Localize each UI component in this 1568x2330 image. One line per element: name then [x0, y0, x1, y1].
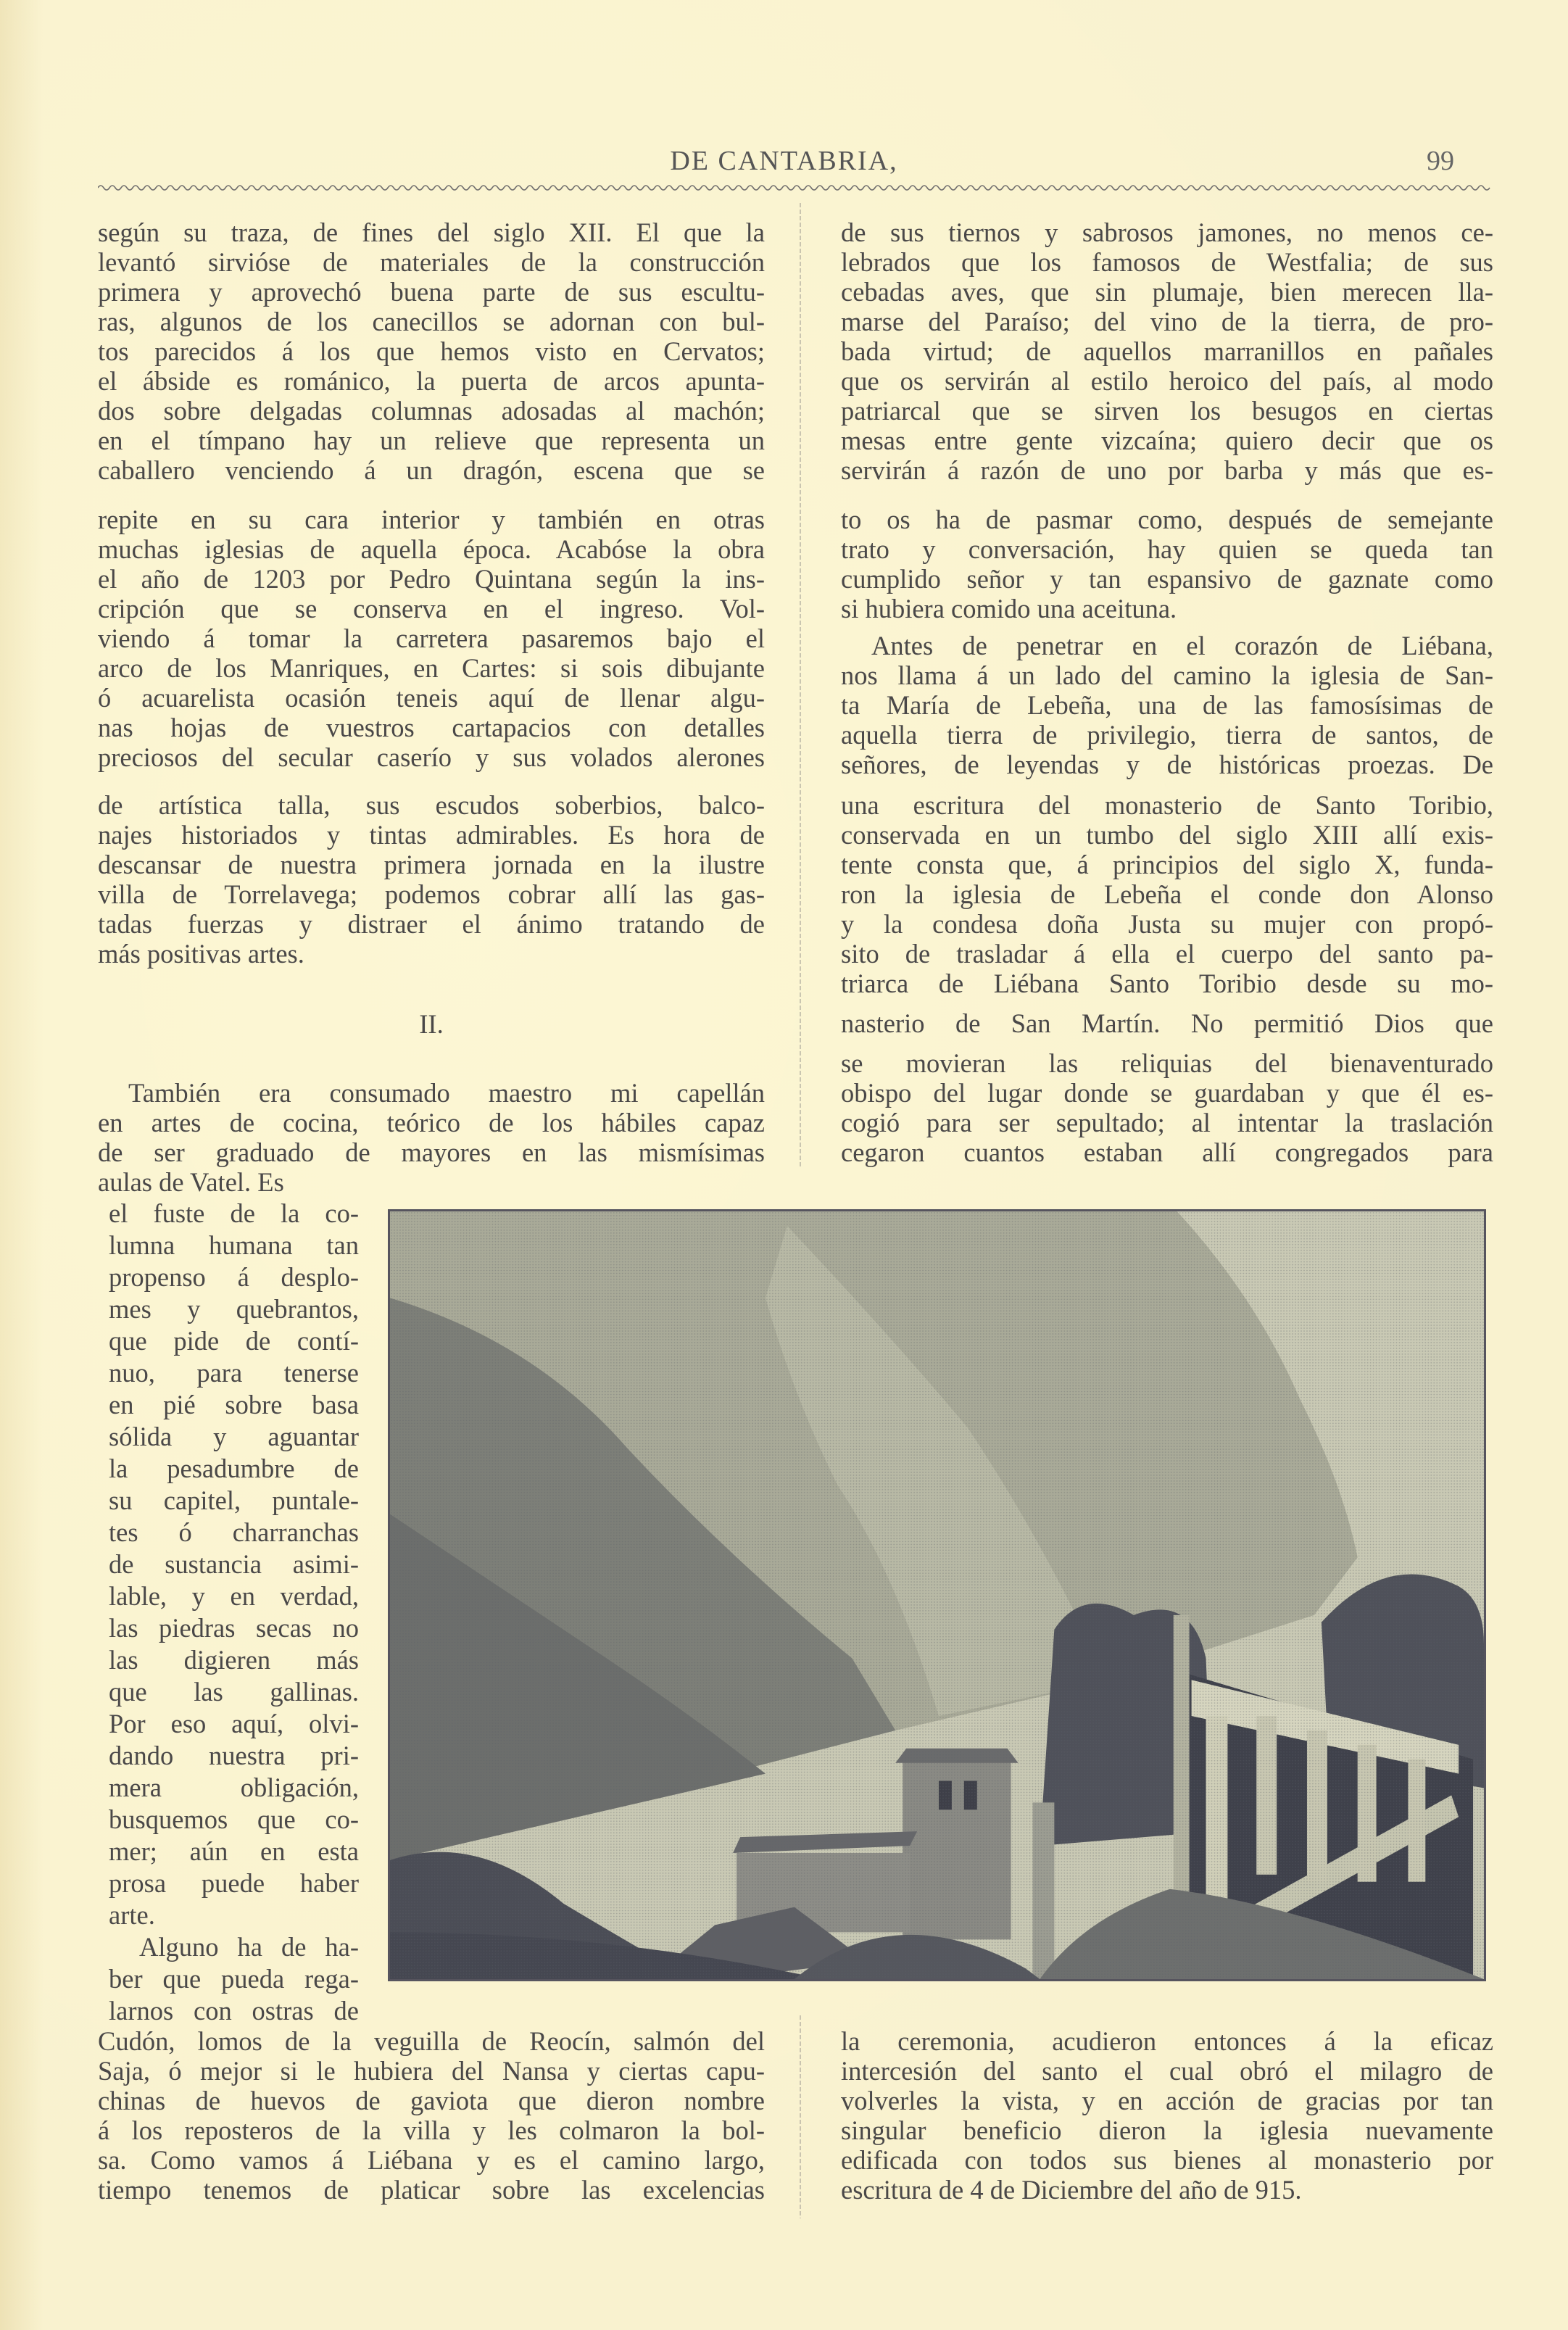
text-line: Saja, ó mejor si le hubiera del Nansa y ciertas capu-	[98, 2056, 765, 2086]
text-line: primera y aprovechó buena parte de sus escultu-	[98, 277, 765, 307]
text-line: de artística talla, sus escudos soberbios, balco-	[98, 790, 765, 820]
text-line: el ábside es románico, la puerta de arcos apunta-	[98, 366, 765, 396]
section-heading: II.	[419, 1009, 444, 1039]
text-line: ber que pueda rega-	[109, 1964, 359, 1994]
text-line: dando nuestra pri-	[109, 1741, 359, 1770]
text-line: mer; aún en esta	[109, 1836, 359, 1866]
text-line: cogió para ser sepultado; al intentar la traslación	[841, 1108, 1493, 1137]
text-line: señores, de leyendas y de históricas proezas. De	[841, 750, 1493, 779]
text-line: cebadas aves, que sin plumaje, bien merecen lla-	[841, 277, 1493, 307]
text-line: También era consumado maestro mi capellán	[128, 1078, 765, 1108]
text-line: que pide de contí-	[109, 1326, 359, 1356]
text-line: larnos con ostras de	[109, 1996, 359, 2026]
text-line: aulas de Vatel. Es	[98, 1167, 284, 1197]
text-line: tiempo tenemos de platicar sobre las excelencias	[98, 2175, 765, 2205]
text-line: sito de trasladar á ella el cuerpo del santo pa-	[841, 939, 1493, 969]
text-line: descansar de nuestra primera jornada en la ilustre	[98, 850, 765, 879]
text-line: marse del Paraíso; del vino de la tierra, de pro-	[841, 307, 1493, 336]
text-line: volverles la vista, y en acción de gracias por tan	[841, 2086, 1493, 2115]
text-line: caballero venciendo á un dragón, escena que se	[98, 455, 765, 485]
text-line: levantó sirvióse de materiales de la construcción	[98, 247, 765, 277]
text-line: según su traza, de fines del siglo XII. El que la	[98, 217, 765, 247]
text-line: busquemos que co-	[109, 1804, 359, 1834]
text-line: singular beneficio dieron la iglesia nuevamente	[841, 2115, 1493, 2145]
text-line: arco de los Manriques, en Cartes: si sois dibujante	[98, 653, 765, 683]
text-line: ta María de Lebeña, una de las famosísimas de	[841, 690, 1493, 720]
text-line: sólida y aguantar	[109, 1422, 359, 1451]
text-line: edificada con todos sus bienes al monasterio por	[841, 2145, 1493, 2175]
text-line: las piedras secas no	[109, 1613, 359, 1643]
page-number: 99	[1427, 146, 1454, 176]
landscape-illustration	[390, 1211, 1484, 1979]
text-line: lable, y en verdad,	[109, 1581, 359, 1611]
text-line: najes historiados y tintas admirables. Es hora de	[98, 820, 765, 850]
text-line: Antes de penetrar en el corazón de Liébana,	[871, 631, 1493, 660]
text-line: mesas entre gente vizcaína; quiero decir que os	[841, 426, 1493, 455]
text-line: tes ó charranchas	[109, 1517, 359, 1547]
text-line: intercesión del santo el cual obró el milagro de	[841, 2056, 1493, 2086]
text-line: preciosos del secular caserío y sus volados alerones	[98, 742, 765, 772]
text-line: Por eso aquí, olvi-	[109, 1709, 359, 1738]
text-line: arte.	[109, 1900, 155, 1930]
text-line: villa de Torrelavega; podemos cobrar allí las gas-	[98, 879, 765, 909]
text-line: muchas iglesias de aquella época. Acabóse la obra	[98, 534, 765, 564]
text-line: de ser graduado de mayores en las mismísimas	[98, 1137, 765, 1167]
text-line: nuo, para tenerse	[109, 1358, 359, 1388]
text-line: lumna humana tan	[109, 1230, 359, 1260]
text-line: la ceremonia, acudieron entonces á la eficaz	[841, 2026, 1493, 2056]
text-line: patriarcal que se sirven los besugos en ciertas	[841, 396, 1493, 426]
text-line: nas hojas de vuestros cartapacios con detalles	[98, 713, 765, 742]
text-line: Cudón, lomos de la veguilla de Reocín, salmón del	[98, 2026, 765, 2056]
text-line: conservada en un tumbo del siglo XIII allí exis-	[841, 820, 1493, 850]
text-line: Alguno ha de ha-	[139, 1932, 359, 1962]
text-line: de sus tiernos y sabrosos jamones, no menos ce-	[841, 217, 1493, 247]
text-line: si hubiera comido una aceituna.	[841, 594, 1177, 623]
text-line: ron la iglesia de Lebeña el conde don Alonso	[841, 879, 1493, 909]
text-line: el año de 1203 por Pedro Quintana según la ins-	[98, 564, 765, 594]
text-line: que las gallinas.	[109, 1677, 359, 1707]
text-line: viendo á tomar la carretera pasaremos bajo el	[98, 623, 765, 653]
text-line: en el tímpano hay un relieve que representa un	[98, 426, 765, 455]
text-line: su capitel, puntale-	[109, 1485, 359, 1515]
text-line: en pié sobre basa	[109, 1390, 359, 1419]
text-line: tente consta que, á principios del siglo X, funda-	[841, 850, 1493, 879]
text-line: la pesadumbre de	[109, 1454, 359, 1483]
text-line: repite en su cara interior y también en otras	[98, 505, 765, 534]
text-line: bada virtud; de aquellos marranillos en pañales	[841, 336, 1493, 366]
text-line: aquella tierra de privilegio, tierra de santos, de	[841, 720, 1493, 750]
text-line: más positivas artes.	[98, 939, 304, 969]
text-line: servirán á razón de uno por barba y más que es-	[841, 455, 1493, 485]
text-line: sa. Como vamos á Liébana y es el camino largo,	[98, 2145, 765, 2175]
text-line: nos llama á un lado del camino la iglesia de San-	[841, 660, 1493, 690]
text-line: en artes de cocina, teórico de los hábiles capaz	[98, 1108, 765, 1137]
text-line: tadas fuerzas y distraer el ánimo tratando de	[98, 909, 765, 939]
text-line: ó acuarelista ocasión teneis aquí de llenar algu-	[98, 683, 765, 713]
text-line: propenso á desplo-	[109, 1262, 359, 1292]
column-divider	[800, 203, 801, 1167]
text-line: se movieran las reliquias del bienaventurado	[841, 1048, 1493, 1078]
text-line: obispo del lugar donde se guardaban y que él es-	[841, 1078, 1493, 1108]
text-line: cumplido señor y tan espansivo de gaznate como	[841, 564, 1493, 594]
text-line: mes y quebrantos,	[109, 1294, 359, 1324]
text-line: to os ha de pasmar como, después de semejante	[841, 505, 1493, 534]
text-line: nasterio de San Martín. No permitió Dios que	[841, 1008, 1493, 1038]
text-line: tos parecidos á los que hemos visto en Cervatos;	[98, 336, 765, 366]
text-line: que os servirán al estilo heroico del país, al modo	[841, 366, 1493, 396]
text-line: lebrados que los famosos de Westfalia; de sus	[841, 247, 1493, 277]
text-line: y la condesa doña Justa su mujer con propó-	[841, 909, 1493, 939]
text-line: prosa puede haber	[109, 1868, 359, 1898]
church-photograph	[388, 1209, 1486, 1981]
text-line: cegaron cuantos estaban allí congregados para	[841, 1137, 1493, 1167]
text-line: triarca de Liébana Santo Toribio desde su mo-	[841, 969, 1493, 998]
running-title: DE CANTABRIA,	[670, 146, 898, 176]
text-line: de sustancia asimi-	[109, 1549, 359, 1579]
text-line: trato y conversación, hay quien se queda tan	[841, 534, 1493, 564]
text-line: dos sobre delgadas columnas adosadas al machón;	[98, 396, 765, 426]
text-line: á los reposteros de la villa y les colmaron la bol-	[98, 2115, 765, 2145]
wavy-rule-divider	[98, 183, 1493, 193]
text-line: una escritura del monasterio de Santo Toribio,	[841, 790, 1493, 820]
text-line: chinas de huevos de gaviota que dieron nombre	[98, 2086, 765, 2115]
text-line: el fuste de la co-	[109, 1198, 359, 1228]
text-line: mera obligación,	[109, 1773, 359, 1802]
text-line: cripción que se conserva en el ingreso. Vol-	[98, 594, 765, 623]
text-line: escritura de 4 de Diciembre del año de 915.	[841, 2175, 1302, 2205]
column-divider-bottom	[800, 2015, 801, 2218]
text-line: ras, algunos de los canecillos se adornan con bul-	[98, 307, 765, 336]
text-line: las digieren más	[109, 1645, 359, 1675]
